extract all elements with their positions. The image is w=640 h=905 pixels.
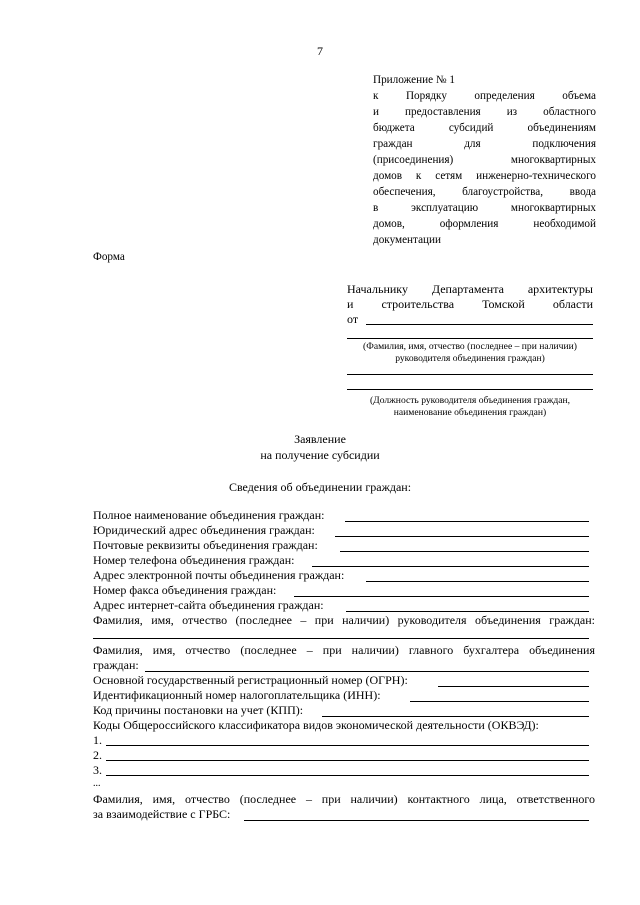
caption-head-name-1: (Фамилия, имя, отчество (последнее – при наличии) (363, 341, 577, 352)
field-website-input[interactable] (346, 611, 589, 612)
field-postal-input[interactable] (340, 551, 589, 552)
caption-head-name-2: руководителя объединения граждан) (395, 353, 545, 364)
appendix-line: и предоставления из областного (373, 106, 596, 118)
section-heading: Сведения об объединении граждан: (228, 480, 412, 494)
position-line-1[interactable] (347, 374, 593, 375)
okved-item-1-label: 1. (93, 733, 102, 747)
appendix-line: граждан для подключения (373, 138, 596, 150)
okved-item-3-label: 3. (93, 763, 102, 777)
field-full-name-input[interactable] (345, 521, 589, 522)
field-accountant-input[interactable] (145, 671, 589, 672)
appendix-title: Приложение № 1 (373, 74, 455, 86)
appendix-line: (присоединения) многоквартирных (373, 154, 596, 166)
field-fax-input[interactable] (294, 596, 589, 597)
appendix-block (373, 72, 596, 248)
from-name-line[interactable] (366, 324, 593, 325)
from-label: от (347, 312, 359, 326)
form-label: Форма (93, 251, 125, 263)
appendix-line: бюджета субсидий объединениям (373, 122, 596, 134)
okved-item-3-input[interactable] (106, 775, 589, 776)
document-title: Заявление (294, 432, 346, 446)
field-head-name-label: Фамилия, имя, отчество (последнее – при наличии) руководителя объединения граждан: (93, 613, 595, 627)
field-contact-label-1: Фамилия, имя, отчество (последнее – при наличии) контактного лица, ответственного (93, 792, 595, 806)
field-inn-input[interactable] (410, 701, 589, 702)
addressee-line-1: Начальнику Департамента архитектуры (347, 282, 593, 296)
field-kpp-input[interactable] (322, 716, 589, 717)
caption-position-1: (Должность руководителя объединения граждан, (369, 395, 571, 406)
field-contact-label-2: за взаимодействие с ГРБС: (93, 807, 231, 821)
addressee-line-2: и строительства Томской области (347, 297, 593, 311)
appendix-line: к Порядку определения объема (373, 90, 596, 102)
caption-position-2: наименование объединения граждан) (393, 407, 547, 418)
field-accountant-label-1: Фамилия, имя, отчество (последнее – при наличии) главного бухгалтера объединения (93, 643, 595, 657)
field-phone-input[interactable] (312, 566, 589, 567)
field-head-name-input[interactable] (93, 638, 589, 639)
field-legal-address-input[interactable] (335, 536, 589, 537)
page-number: 7 (317, 44, 323, 58)
field-accountant-label-2: граждан: (93, 658, 139, 672)
field-phone-label: Номер телефона объединения граждан: (93, 553, 295, 567)
field-fax-label: Номер факса объединения граждан: (93, 583, 277, 597)
field-postal-label: Почтовые реквизиты объединения граждан: (93, 538, 318, 552)
appendix-line: документации (373, 234, 441, 246)
okved-item-2-label: 2. (93, 748, 102, 762)
document-subtitle: на получение субсидии (260, 448, 380, 462)
appendix-line: обеспечения, благоустройства, ввода (373, 186, 596, 198)
field-inn-label: Идентификационный номер налогоплательщика (ИНН): (93, 688, 381, 702)
field-contact-input[interactable] (244, 820, 589, 821)
field-full-name-label: Полное наименование объединения граждан: (93, 508, 325, 522)
okved-item-1-input[interactable] (106, 745, 589, 746)
from-name-line-2[interactable] (347, 338, 593, 339)
field-website-label: Адрес интернет-сайта объединения граждан: (93, 598, 324, 612)
field-kpp-label: Код причины постановки на учет (КПП): (93, 703, 304, 717)
appendix-line: домов к сетям инженерно-технического (373, 170, 596, 182)
appendix-line: в эксплуатацию многоквартирных (373, 202, 596, 214)
okved-item-more: ... (93, 778, 101, 789)
position-line-2[interactable] (347, 389, 593, 390)
appendix-line: домов, оформления необходимой (373, 218, 596, 230)
field-legal-address-label: Юридический адрес объединения граждан: (93, 523, 315, 537)
field-ogrn-input[interactable] (438, 686, 589, 687)
field-email-input[interactable] (366, 581, 589, 582)
field-ogrn-label: Основной государственный регистрационный номер (ОГРН): (93, 673, 408, 687)
field-email-label: Адрес электронной почты объединения граждан: (93, 568, 345, 582)
field-okved-label: Коды Общероссийского классификатора видов экономической деятельности (ОКВЭД): (93, 718, 539, 732)
okved-item-2-input[interactable] (106, 760, 589, 761)
